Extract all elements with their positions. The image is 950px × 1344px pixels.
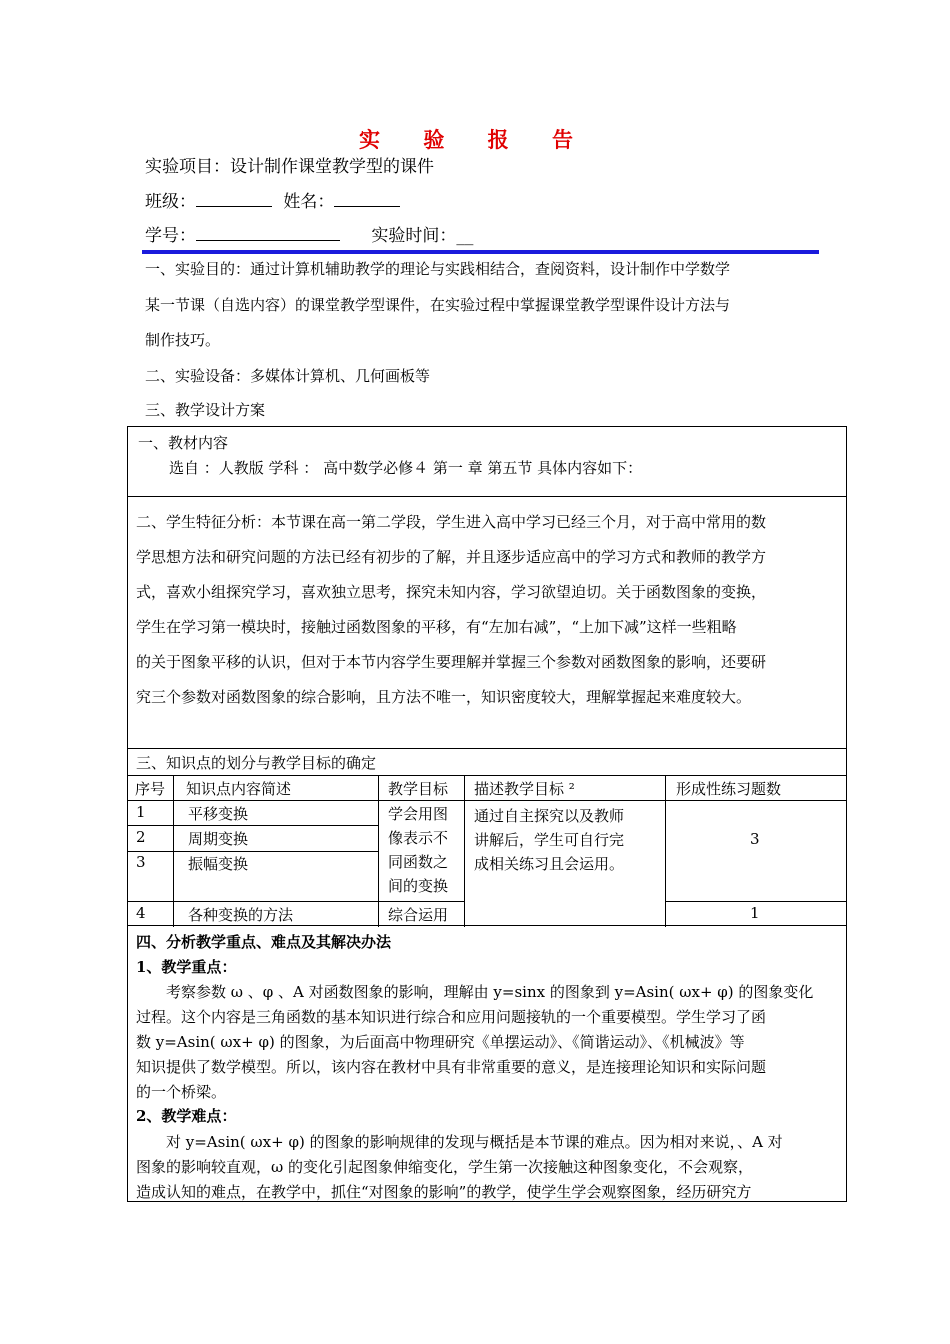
analysis-line-1: 二、学生特征分析：本节课在高一第二学段，学生进入高中学习已经三个月，对于高中常用的数	[136, 513, 767, 531]
col-header-count: 形成性练习题数	[676, 780, 782, 798]
project-line: 实验项目：设计制作课堂教学型的课件	[145, 157, 434, 177]
name-blank	[334, 190, 400, 207]
count-merged: 3	[750, 830, 760, 848]
id-blank	[196, 224, 340, 241]
class-name-line	[145, 187, 400, 212]
key-line-5: 的一个桥梁。	[136, 1083, 227, 1101]
purpose-line-3: 制作技巧。	[145, 331, 221, 349]
goal-row-4: 综合运用	[388, 906, 449, 924]
time-label: 实验时间：__	[371, 226, 474, 246]
diff-line-1: 对 y=Asin( ωx+ φ) 的图象的影响规律的发现与概括是本节课的难点。因为相对来说，、A 对	[166, 1133, 783, 1151]
plan-heading: 三、教学设计方案	[145, 401, 266, 419]
name-label: 姓名：	[283, 192, 335, 212]
key-section-heading: 四、分析教学重点、难点及其解决办法	[136, 933, 392, 951]
row-4-no: 4	[136, 904, 146, 922]
header-divider	[142, 250, 819, 254]
section-key-difficult	[127, 925, 847, 1202]
key-line-3: 数 y=Asin( ωx+ φ) 的图象，为后面高中物理研究《单摆运动》、《简谐运动》、《机械波》等	[136, 1033, 745, 1051]
key-line-1: 考察参数 ω 、φ 、A 对函数图象的影响，理解由 y=sinx 的图象到 y=Asin( ωx+ φ) 的图象变化	[166, 983, 814, 1001]
row-3-no: 3	[136, 853, 146, 871]
desc-line-1: 通过自主探究以及教师	[474, 807, 625, 825]
table-heading: 三、知识点的划分与教学目标的确定	[136, 754, 377, 772]
materials-line: 选自 ：人教版 学科 ： 高中数学必修４ 第一 章 第五节 具体内容如下：	[169, 459, 643, 477]
id-label: 学号：	[145, 226, 196, 246]
desc-line-2: 讲解后，学生可自行完	[474, 831, 625, 849]
diff-line-3: 造成认知的难点，在教学中，抓住“对图象的影响”的教学，使学生学会观察图象，经历研究方	[136, 1183, 752, 1201]
difficult-point-title: 2、教学难点：	[136, 1107, 237, 1125]
id-time-line	[145, 221, 473, 246]
goal-line-4: 间的变换	[388, 877, 449, 895]
key-point-title: 1、教学重点：	[136, 958, 237, 976]
analysis-line-6: 究三个参数对函数图象的综合影响，且方法不唯一，知识密度较大，理解掌握起来难度较大。	[136, 688, 752, 706]
desc-line-3: 成相关练习且会运用。	[474, 855, 625, 873]
page-title: 实 验 报 告	[359, 127, 591, 152]
key-line-4: 知识提供了数学模型。所以，该内容在教材中具有非常重要的意义，是连接理论知识和实际问题	[136, 1058, 767, 1076]
diff-line-2: 图象的影响较直观，ω 的变化引起图象伸缩变化，学生第一次接触这种图象变化，不会观察，	[136, 1158, 754, 1176]
row-2-no: 2	[136, 828, 146, 846]
materials-heading: 一、教材内容	[138, 434, 229, 452]
purpose-line-1: 一、实验目的：通过计算机辅助教学的理论与实践相结合，查阅资料，设计制作中学数学	[145, 260, 731, 278]
analysis-line-5: 的关于图象平移的认识，但对于本节内容学生要理解并掌握三个参数对函数图象的影响，还要研	[136, 653, 767, 671]
class-blank	[196, 190, 272, 207]
goal-line-1: 学会用图	[388, 805, 449, 823]
goal-line-3: 同函数之	[388, 853, 449, 871]
section-knowledge-table	[127, 748, 847, 926]
col-header-no: 序号	[135, 780, 166, 798]
equipment-line: 二、实验设备：多媒体计算机、几何画板等	[145, 367, 431, 385]
goal-line-2: 像表示不	[388, 829, 449, 847]
class-label: 班级：	[145, 192, 196, 212]
section-student-analysis	[127, 496, 847, 749]
col-header-desc: 描述教学目标 ²	[474, 780, 575, 798]
col-header-name: 知识点内容简述	[186, 780, 292, 798]
row-4-name: 各种变换的方法	[188, 906, 294, 924]
row-1-name: 平移变换	[188, 805, 249, 823]
key-line-2: 过程。这个内容是三角函数的基本知识进行综合和应用问题接轨的一个重要模型。学生学习了函	[136, 1008, 767, 1026]
purpose-line-2: 某一节课（自选内容）的课堂教学型课件，在实验过程中掌握课堂教学型课件设计方法与	[145, 296, 731, 314]
row-1-no: 1	[136, 803, 146, 821]
row-3-name: 振幅变换	[188, 855, 249, 873]
analysis-line-4: 学生在学习第一模块时，接触过函数图象的平移，有“左加右减”，“上加下减”这样一些粗略	[136, 618, 737, 636]
count-row-4: 1	[750, 904, 760, 922]
analysis-line-2: 学思想方法和研究问题的方法已经有初步的了解，并且逐步适应高中的学习方式和教师的教学方	[136, 548, 767, 566]
analysis-line-3: 式，喜欢小组探究学习，喜欢独立思考，探究未知内容，学习欲望迫切。关于函数图象的变换，	[136, 583, 767, 601]
col-header-goal: 教学目标	[388, 780, 449, 798]
section-materials	[127, 426, 847, 497]
row-2-name: 周期变换	[188, 830, 249, 848]
